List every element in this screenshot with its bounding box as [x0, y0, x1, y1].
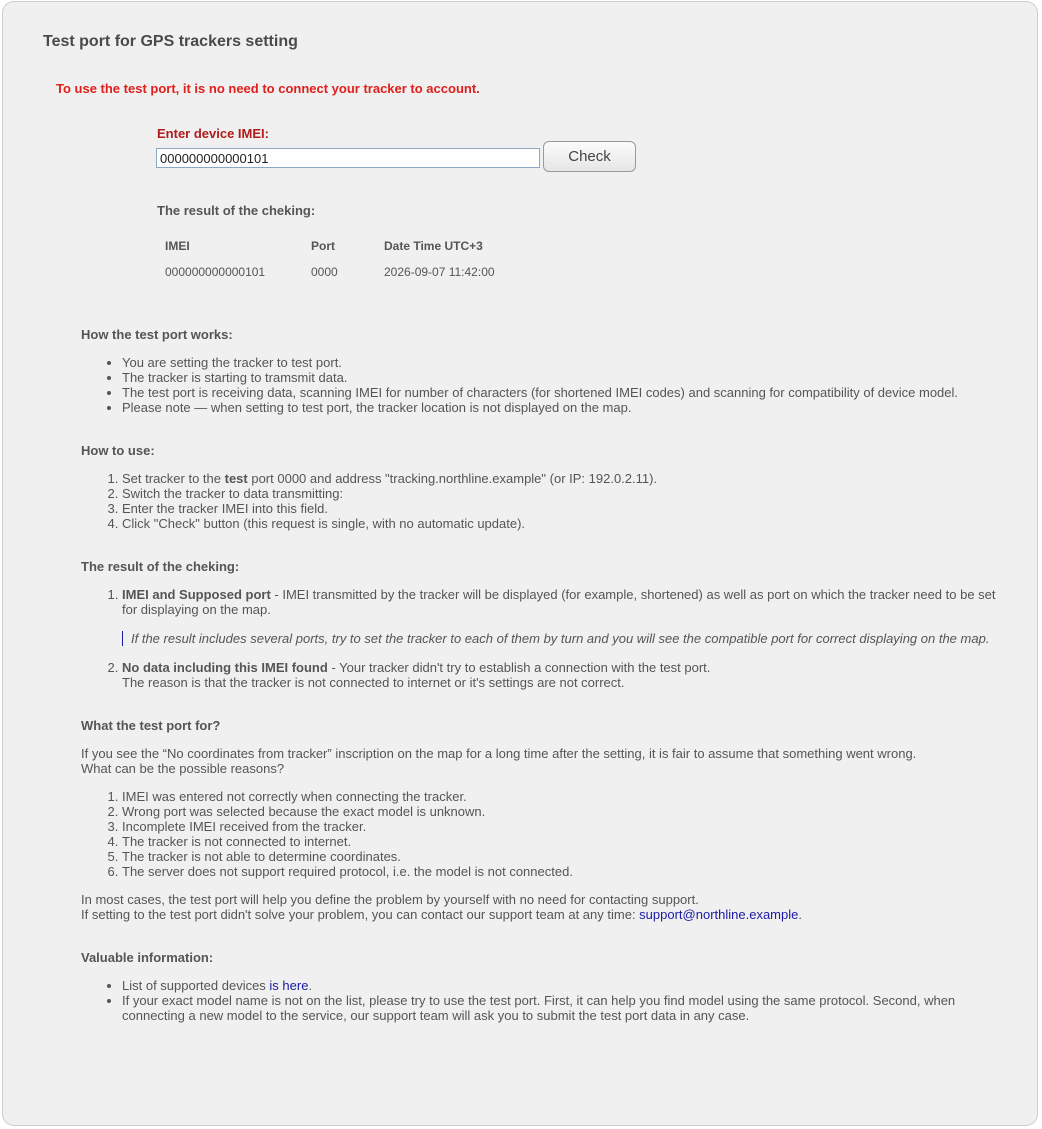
list-item: 6. The server does not support required protocol, i.e. the model is not connected.	[122, 864, 1011, 879]
list-item: • If your exact model name is not on the list, please try to use the test port. First, it can help you find model using the same protocol. Second, when connecting a new model to the service, our support team will ask you to submit the test port data in any case.	[122, 993, 1011, 1023]
how-works-list	[81, 355, 1011, 415]
how-to-use-list	[81, 471, 1011, 531]
step-bold: test	[224, 471, 248, 486]
list-item: • Please note — when setting to test port, the tracker location is not displayed on the map.	[122, 400, 1011, 415]
outro-line: In most cases, the test port will help you define the problem by yourself with no need for contacting support.	[81, 892, 699, 907]
item-bold: IMEI and Supposed port	[122, 587, 271, 602]
how-works-title: How the test port works:	[81, 327, 233, 342]
checking-title: The result of the cheking:	[81, 559, 240, 574]
checking-list	[81, 587, 1011, 690]
list-item	[122, 978, 1011, 993]
note-quote: If the result includes several ports, try to set the tracker to each of them by turn and you will see the compatible port for correct displaying on the map.	[122, 631, 1011, 646]
page-title: Test port for GPS trackers setting	[43, 33, 298, 50]
settings-panel	[2, 1, 1038, 1126]
how-to-use-title: How to use:	[81, 443, 155, 458]
check-button[interactable]: Check	[543, 141, 636, 172]
list-item: 3. Enter the tracker IMEI into this field.	[122, 501, 1011, 516]
step-text: Set tracker to the	[122, 471, 225, 486]
list-item: • The tracker is starting to tramsmit data.	[122, 370, 1011, 385]
support-email-link[interactable]: support@northline.example	[639, 907, 799, 922]
list-item: • The test port is receiving data, scanning IMEI for number of characters (for shortened IMEI codes) and scanning for compatibility of device model.	[122, 385, 1011, 400]
cell-imei: 000000000000101	[165, 264, 266, 279]
purpose-title: What the test port for?	[81, 718, 221, 733]
table-row	[157, 259, 522, 284]
item-text: - Your tracker didn't try to establish a connection with the test port.	[327, 660, 711, 675]
purpose-intro	[81, 746, 1011, 776]
item-text: List of supported devices	[122, 978, 270, 993]
list-item: • You are setting the tracker to test port.	[122, 355, 1011, 370]
column-header-imei: IMEI	[165, 238, 190, 253]
list-item	[122, 471, 1011, 486]
reasons-list	[81, 789, 1011, 879]
info-section	[81, 327, 1011, 1023]
purpose-outro	[81, 892, 1011, 922]
intro-line: What can be the possible reasons?	[81, 761, 285, 776]
valuable-title: Valuable information:	[81, 950, 214, 965]
list-item: 3. Incomplete IMEI received from the tracker.	[122, 819, 1011, 834]
cell-datetime: 2026-09-07 11:42:00	[384, 264, 495, 279]
list-item: 4. Click "Check" button (this request is single, with no automatic update).	[122, 516, 1011, 531]
step-text: port 0000 and address "tracking.northline.example" (or IP: 192.0.2.11).	[247, 471, 658, 486]
outro-end: .	[798, 907, 802, 922]
imei-label: Enter device IMEI:	[157, 126, 269, 141]
list-item: 1. IMEI was entered not correctly when connecting the tracker.	[122, 789, 1011, 804]
list-item	[122, 660, 1011, 690]
list-item	[122, 587, 1011, 646]
list-item: 5. The tracker is not able to determine coordinates.	[122, 849, 1011, 864]
list-item: 2. Switch the tracker to data transmitting:	[122, 486, 1011, 501]
imei-input[interactable]	[156, 148, 540, 168]
intro-line: If you see the “No coordinates from tracker” inscription on the map for a long time after the setting, it is fair to assume that something went wrong.	[81, 746, 917, 761]
column-header-port: Port	[311, 238, 335, 253]
item-end: .	[308, 978, 313, 993]
supported-devices-link[interactable]: is here	[269, 978, 309, 993]
valuable-list	[81, 978, 1011, 1023]
table-header-row	[157, 232, 522, 259]
item-text: - IMEI transmitted by the tracker will be displayed (for example, shortened) as well as port on which the tracker need to be set for displaying on the map.	[122, 587, 996, 617]
list-item: 2. Wrong port was selected because the exact model is unknown.	[122, 804, 1011, 819]
item-bold: No data including this IMEI found	[122, 660, 328, 675]
outro-line: If setting to the test port didn't solve your problem, you can contact our support team at any time:	[81, 907, 640, 922]
item-text: The reason is that the tracker is not connected to internet or it's settings are not correct.	[122, 675, 625, 690]
result-title: The result of the cheking:	[157, 203, 316, 218]
result-table	[157, 232, 522, 284]
list-item: 4. The tracker is not connected to internet.	[122, 834, 1011, 849]
cell-port: 0000	[311, 264, 338, 279]
column-header-datetime: Date Time UTC+3	[384, 238, 483, 253]
notice-text: To use the test port, it is no need to connect your tracker to account.	[56, 81, 480, 96]
